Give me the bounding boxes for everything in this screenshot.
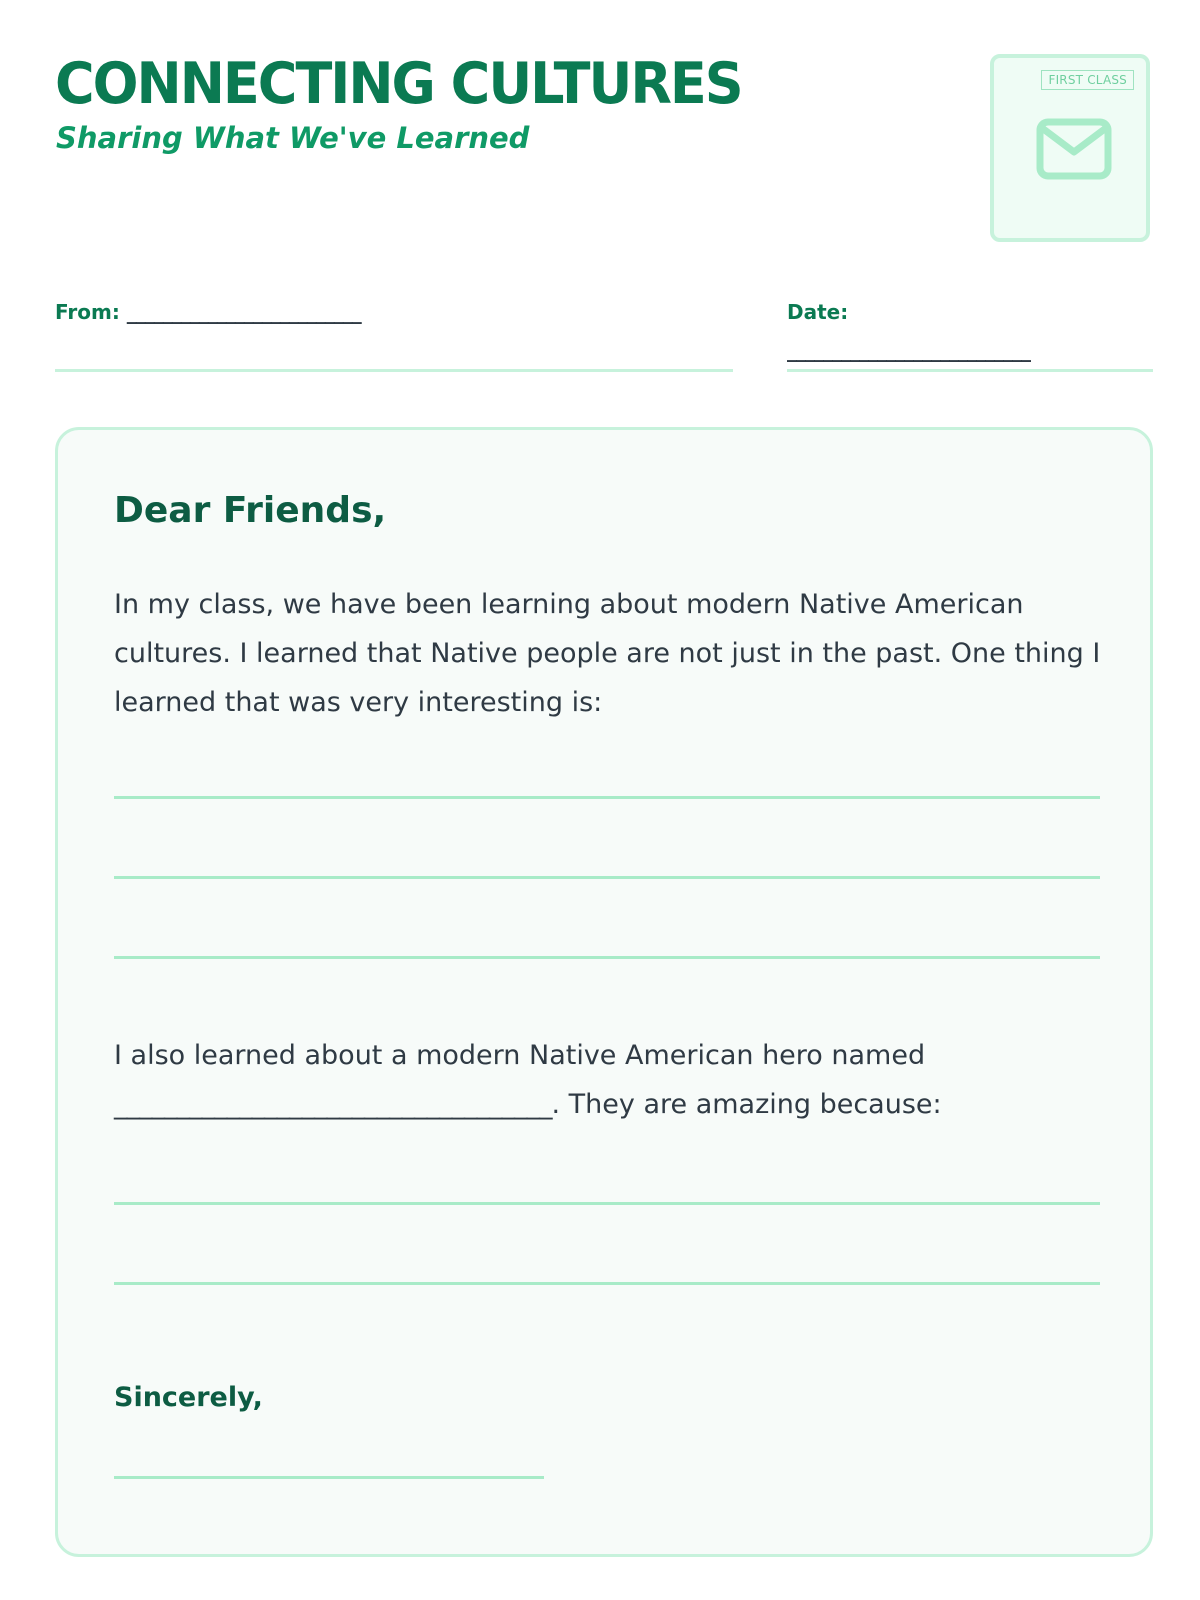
letter-paragraph-1: In my class, we have been learning about modern Native American cultures. I learned that Native people are not just in the past. One thing I learned that was very interesting is: (114, 589, 1101, 718)
from-field (55, 300, 361, 324)
signature-line[interactable] (114, 1476, 544, 1479)
page-subtitle: Sharing What We've Learned (56, 121, 530, 155)
writing-line[interactable] (114, 956, 1100, 959)
date-blank[interactable]: ___________________________ (787, 338, 1030, 362)
hero-name-blank[interactable]: ___________________________________ (114, 1089, 552, 1120)
writing-line[interactable] (114, 796, 1100, 799)
page-title: CONNECTING CULTURES (55, 50, 742, 117)
postage-stamp (990, 54, 1150, 242)
letter-closing: Sincerely, (114, 1382, 263, 1413)
letter-greeting: Dear Friends, (114, 490, 387, 531)
date-underline (787, 369, 1153, 372)
date-label: Date: (787, 300, 849, 324)
from-label: From: (55, 300, 120, 324)
hero-sentence-start: I also learned about a modern Native American hero named (114, 1040, 926, 1071)
from-underline (55, 369, 733, 372)
hero-sentence-end: . They are amazing because: (551, 1089, 942, 1120)
stamp-label: FIRST CLASS (1041, 70, 1134, 90)
letter-paragraph-2 (114, 1031, 1104, 1129)
from-blank[interactable]: __________________________ (126, 300, 361, 324)
envelope-icon (1036, 118, 1112, 180)
writing-line[interactable] (114, 1282, 1100, 1285)
writing-line[interactable] (114, 1202, 1100, 1205)
letter-card (55, 427, 1153, 1557)
writing-line[interactable] (114, 876, 1100, 879)
